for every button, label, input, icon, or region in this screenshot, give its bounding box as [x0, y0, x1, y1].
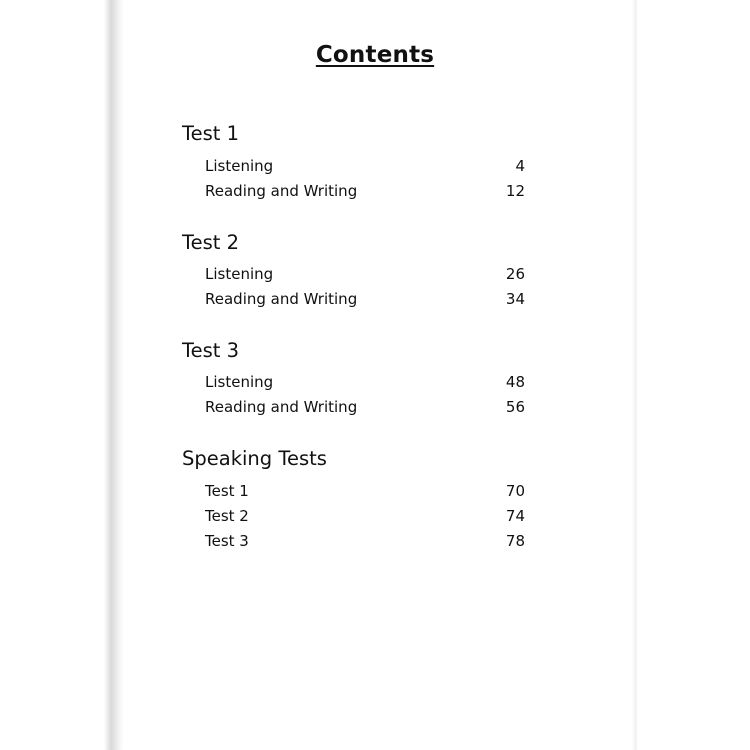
page-binding-shadow — [104, 0, 124, 750]
section-heading-speaking-tests: Speaking Tests — [182, 447, 327, 470]
toc-entry-page: 34 — [505, 290, 525, 308]
toc-entry[interactable] — [205, 265, 525, 283]
toc-entry-label: Listening — [205, 265, 274, 283]
toc-entry-label: Test 1 — [205, 482, 249, 500]
toc-entry[interactable] — [205, 182, 525, 200]
toc-entry-page: 74 — [505, 507, 525, 525]
toc-entry-label: Test 3 — [205, 532, 249, 550]
toc-entry-label: Listening — [205, 157, 274, 175]
toc-entry[interactable] — [205, 532, 525, 550]
toc-entry[interactable] — [205, 157, 525, 175]
section-heading-test-3: Test 3 — [182, 339, 240, 362]
page-edge — [632, 0, 638, 750]
toc-entry-page: 70 — [505, 482, 525, 500]
toc-entry[interactable] — [205, 398, 525, 416]
toc-entry-label: Reading and Writing — [205, 398, 358, 416]
toc-entry-page: 48 — [505, 373, 525, 391]
section-heading-test-1: Test 1 — [182, 122, 240, 145]
toc-entry-label: Listening — [205, 373, 274, 391]
toc-entry-page: 12 — [505, 182, 525, 200]
section-heading-test-2: Test 2 — [182, 231, 240, 254]
toc-entry[interactable] — [205, 290, 525, 308]
toc-entry[interactable] — [205, 507, 525, 525]
toc-entry-label: Test 2 — [205, 507, 249, 525]
toc-entry-page: 56 — [505, 398, 525, 416]
toc-entry[interactable] — [205, 373, 525, 391]
toc-entry[interactable] — [205, 482, 525, 500]
toc-entry-label: Reading and Writing — [205, 182, 358, 200]
toc-entry-label: Reading and Writing — [205, 290, 358, 308]
toc-entry-page: 4 — [515, 157, 525, 175]
toc-entry-page: 26 — [505, 265, 525, 283]
page-title: Contents — [315, 42, 435, 68]
toc-entry-page: 78 — [505, 532, 525, 550]
